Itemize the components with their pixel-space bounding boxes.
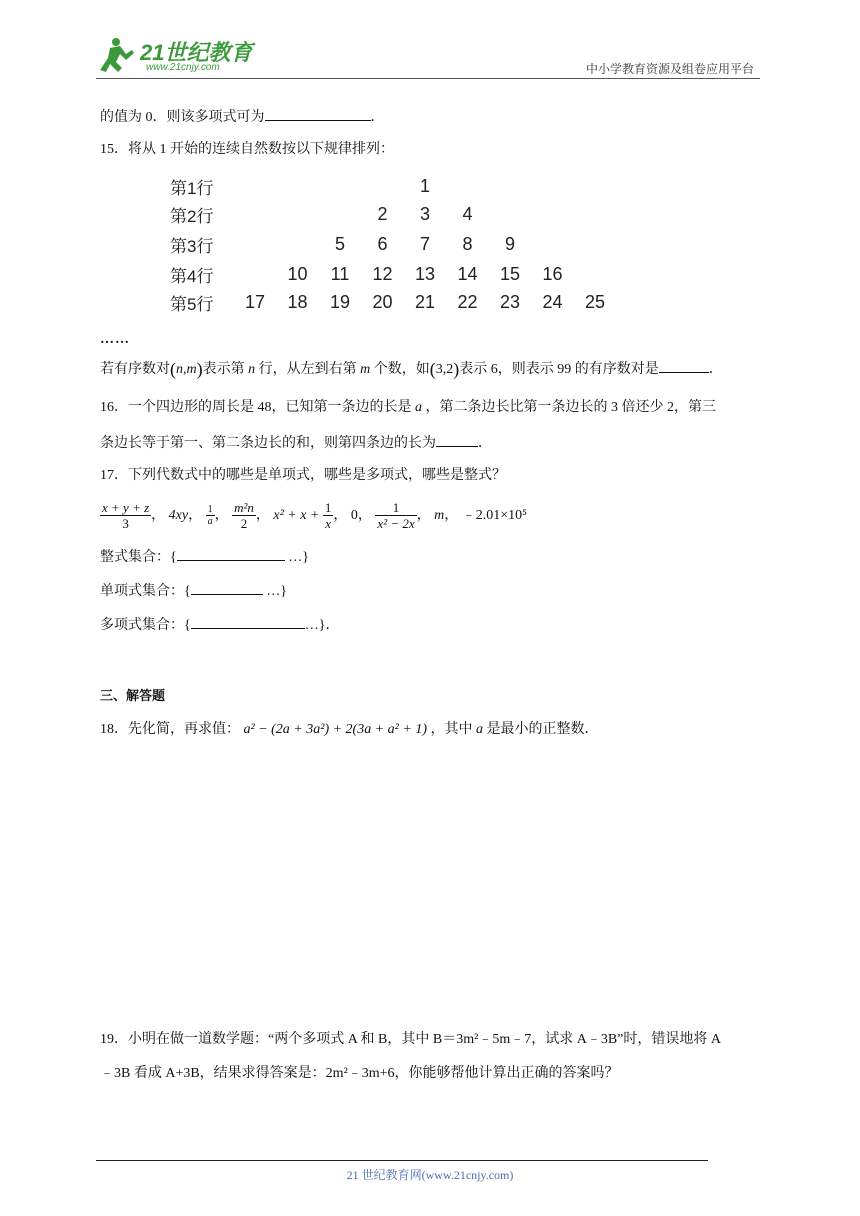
pattern-number: 16 — [542, 264, 563, 284]
q15-text-e: 表示 6，则表示 99 的有序数对是 — [459, 362, 659, 377]
set-monomial — [100, 580, 287, 602]
pattern-number: 3 — [419, 204, 430, 224]
pattern-number: 20 — [372, 292, 393, 312]
q16-text-b: ，第二条边长比第一条边长的 3 倍还少 2，第三 — [425, 400, 716, 415]
q18 — [100, 720, 598, 740]
q16-line1 — [100, 398, 716, 418]
row-label: 第5行 — [170, 295, 214, 314]
q14-text: 的值为 0．则该多项式可为 — [100, 110, 265, 125]
pattern-number: 24 — [542, 292, 563, 312]
pattern-number: 19 — [329, 292, 351, 312]
pattern-number: 7 — [419, 234, 430, 254]
expr-m: m — [434, 508, 445, 523]
ellipsis-dots: …… — [100, 332, 130, 347]
footer-divider — [96, 1160, 708, 1161]
number-pattern-table — [170, 172, 610, 320]
q19-line1: 19．小明在做一道数学题：“两个多项式 A 和 B，其中 B＝3m²﹣5m﹣7，试求 A﹣3B”时，错误地将 A — [100, 1032, 721, 1047]
set-polynomial-label: 多项式集合：{ — [100, 618, 191, 633]
q18-text-a: 18．先化简，再求值： — [100, 722, 240, 737]
set-integral — [100, 546, 309, 568]
q15-text-c: 行，从左到右第 — [258, 362, 357, 377]
q15-question: 若有序数对(n,m)表示第 n 行，从左到右第 m 个数，如(3,2)表示 6，则表示 99 的有序数对是 ． — [100, 359, 723, 379]
pattern-number: 11 — [330, 264, 350, 284]
set-monomial-label: 单项式集合：{ — [100, 584, 191, 599]
var-a: a — [475, 722, 483, 737]
answer-blank[interactable] — [436, 432, 478, 447]
pattern-number: 2 — [377, 204, 388, 224]
fraction-1-over-a: $\frac{1}{a}$ — [207, 504, 213, 528]
answer-blank[interactable] — [191, 614, 305, 629]
footer-text: 21 世纪教育网(www.21cnjy.com) — [346, 1168, 514, 1182]
q17-stem: 17．下列代数式中的哪些是单项式，哪些是多项式，哪些是整式？ — [100, 468, 506, 483]
ordered-pair-example: 3,2 — [435, 362, 454, 377]
pattern-number: 1 — [419, 176, 430, 196]
site-logo — [96, 34, 256, 78]
var-a: a — [415, 400, 422, 415]
row-label: 第2行 — [170, 207, 214, 226]
fraction-1-over-x: $\frac{1}{x}$ — [324, 500, 332, 532]
pattern-number: 22 — [457, 292, 478, 312]
q15-text-d: 个数，如 — [373, 362, 430, 377]
answer-blank[interactable] — [659, 358, 709, 373]
q15-stem: 15．将从 1 开始的连续自然数按以下规律排列： — [100, 142, 394, 157]
answer-blank[interactable] — [177, 546, 285, 561]
pattern-number: 23 — [499, 292, 521, 312]
q19-line2: ﹣3B 看成 A+3B，结果求得答案是：2m²﹣3m+6，你能够帮他计算出正确的答案吗？ — [100, 1066, 619, 1081]
row-label: 第4行 — [170, 267, 214, 286]
pattern-number: 18 — [287, 292, 308, 312]
pattern-number: 13 — [414, 264, 436, 284]
set-integral-end: …} — [284, 550, 309, 565]
pattern-number: 15 — [499, 264, 521, 284]
pattern-number: 9 — [504, 234, 515, 254]
expr-x2-plus-x: x² + x + — [273, 508, 320, 523]
pattern-number: 12 — [372, 264, 393, 284]
pattern-number: 14 — [457, 264, 478, 284]
expr-4xy: 4xy — [168, 508, 189, 523]
header-divider — [96, 78, 760, 79]
row-label: 第1行 — [170, 179, 214, 198]
row-label: 第3行 — [170, 237, 214, 256]
var-n: n — [248, 362, 256, 377]
q18-expression: a² − (2a + 3a²) + 2(3a + a² + 1) — [243, 722, 427, 737]
pattern-number: 4 — [462, 204, 473, 224]
q15-text-b: 表示第 — [202, 362, 245, 377]
q16-end: ． — [478, 436, 492, 451]
q16-text-a: 16．一个四边形的周长是 48，已知第一条边的长是 — [100, 400, 412, 415]
q14-end: ． — [370, 110, 385, 125]
logo-text: 21世纪教育 — [140, 40, 253, 65]
ordered-pair-nm: n,m — [176, 362, 197, 377]
set-integral-label: 整式集合：{ — [100, 550, 177, 565]
set-polynomial — [100, 614, 339, 636]
set-monomial-end: …} — [262, 584, 287, 599]
pattern-number: 17 — [244, 292, 266, 312]
q15-end: ． — [708, 362, 723, 377]
pattern-number: 8 — [462, 234, 473, 254]
pattern-number: 10 — [287, 264, 308, 284]
q18-text-c: 是最小的正整数． — [486, 722, 599, 737]
q14-tail — [100, 106, 385, 128]
answer-blank[interactable] — [191, 580, 263, 595]
expr-zero: 0 — [350, 508, 358, 523]
q15-text-a: 若有序数对 — [100, 362, 170, 377]
logo-url: www.21cnjy.com — [146, 62, 220, 73]
q16-text-c: 条边长等于第一、第二条边长的和，则第四条边的长为 — [100, 436, 436, 451]
fraction-m2n-over-2: $\frac{\text{m²n}}{2}$ — [234, 500, 254, 532]
var-m: m — [360, 362, 371, 377]
pattern-number: 6 — [377, 234, 388, 254]
header-title: 中小学教育资源及组卷应用平台 — [585, 62, 754, 76]
q18-text-b: ，其中 — [430, 722, 473, 737]
pattern-number: 21 — [414, 292, 436, 312]
pattern-number: 25 — [584, 292, 606, 312]
fraction-1-over-x2-2x: $\frac{1}{\text{x² − 2x}}$ — [377, 500, 415, 532]
fraction-xyz-over-3: $\frac{x + y + z}{3}$ — [102, 500, 150, 532]
section-title: 三、解答题 — [100, 688, 166, 703]
answer-blank[interactable] — [265, 106, 371, 121]
expr-scientific: ﹣2.01×10⁵ — [461, 508, 528, 523]
pattern-number: 5 — [334, 234, 345, 254]
q17-expressions: $\frac{x + y + z}{3}$ ， 4xy， $\frac{1}{a}$ ， $\frac{\text{m²n}}{2}$ ， x² + x + $\frac{1}{x}$ ， 0， $\frac{1}{\text{x² − 2x}}$ ， m， ﹣2.01×10⁵ — [102, 500, 528, 532]
set-polynomial-end: …}． — [304, 618, 340, 633]
q16-line2 — [100, 432, 492, 454]
